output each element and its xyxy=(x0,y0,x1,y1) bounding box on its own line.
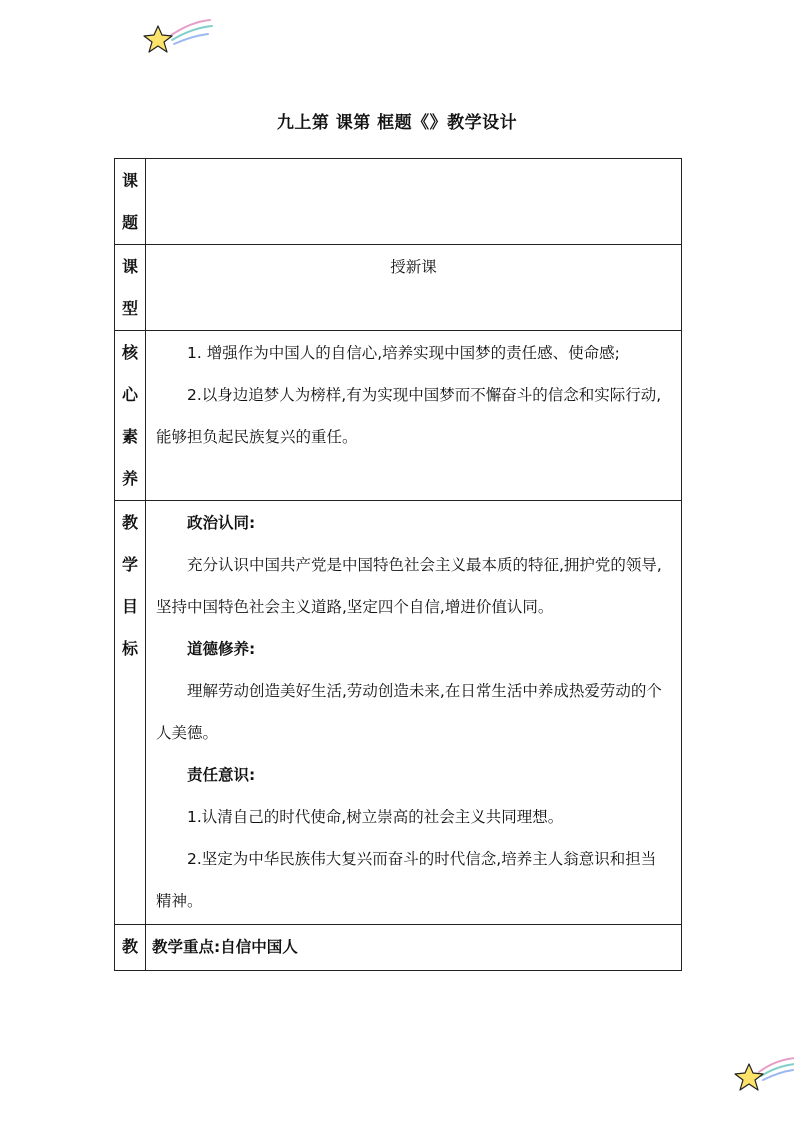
shooting-star-icon xyxy=(733,1050,794,1100)
goal-heading: 责任意识: xyxy=(187,766,256,784)
core-item: 1. 增强作为中国人的自信心,培养实现中国梦的责任感、使命感; xyxy=(187,344,620,362)
goal-paragraph: 1.认清自己的时代使命,树立崇高的社会主义共同理想。 xyxy=(187,808,564,826)
shooting-star-icon xyxy=(140,16,216,60)
table-row-type xyxy=(115,245,682,331)
key-points-value: 教学重点:自信中国人 xyxy=(146,925,682,971)
row-label: 核 心 素 养 xyxy=(115,331,146,501)
core-item: 2.以身边追梦人为榜样,有为实现中国梦而不懈奋斗的信念和实际行动,能够担负起民族复兴的重任。 xyxy=(156,386,662,446)
goal-paragraph: 理解劳动创造美好生活,劳动创造未来,在日常生活中养成热爱劳动的个人美德。 xyxy=(156,682,662,742)
row-label: 教 xyxy=(115,925,146,971)
row-label: 教 学 目 标 xyxy=(115,501,146,925)
goal-paragraph: 2.坚定为中华民族伟大复兴而奋斗的时代信念,培养主人翁意识和担当精神。 xyxy=(156,850,657,910)
goal-heading: 道德修养: xyxy=(187,640,256,658)
table-row-core-literacy xyxy=(115,331,682,501)
teaching-goals-content xyxy=(146,501,682,925)
goal-paragraph: 充分认识中国共产党是中国特色社会主义最本质的特征,拥护党的领导,坚持中国特色社会主义道路,坚定四个自信,增进价值认同。 xyxy=(156,556,662,616)
lesson-type-value: 授新课 xyxy=(146,245,682,331)
core-literacy-content xyxy=(146,331,682,501)
lesson-plan-table xyxy=(114,158,682,971)
topic-value xyxy=(146,159,682,245)
table-row-teaching-goals xyxy=(115,501,682,925)
row-label: 课 型 xyxy=(115,245,146,331)
table-row-topic xyxy=(115,159,682,245)
row-label: 课 题 xyxy=(115,159,146,245)
table-row-key-points xyxy=(115,925,682,971)
page-title: 九上第 课第 框题《》教学设计 xyxy=(276,113,518,133)
goal-heading: 政治认同: xyxy=(187,514,256,532)
